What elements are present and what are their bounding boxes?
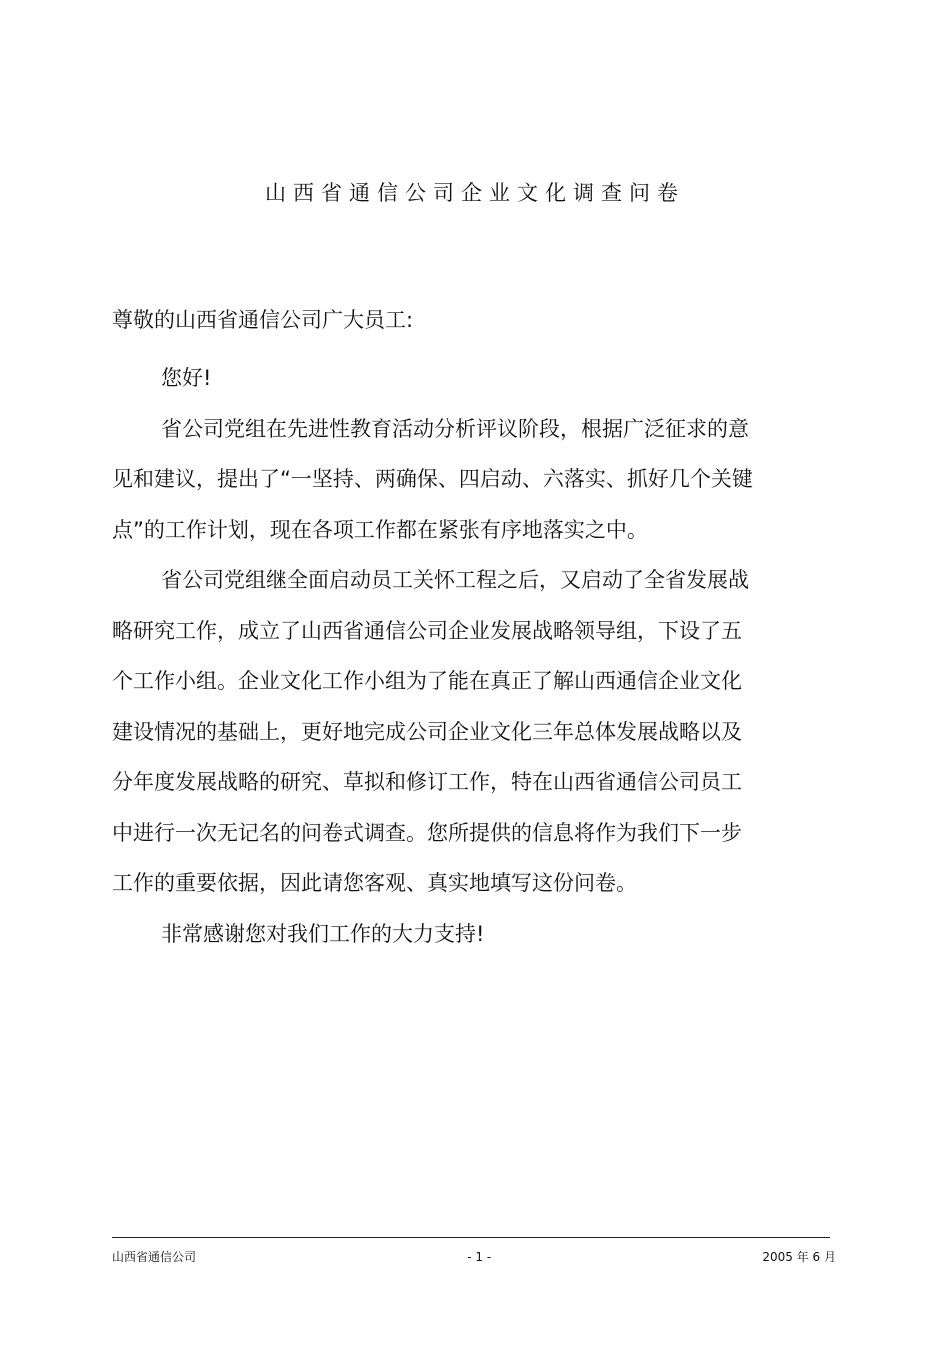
paragraph-2-line-3: 个工作小组。企业文化工作小组为了能在真正了解山西通信企业文化 [112,669,742,693]
paragraph-2-line-7: 工作的重要依据，因此请您客观、真实地填写这份问卷。 [112,871,637,895]
footer-page-number: - 1 - [467,1250,492,1264]
footer-divider [112,1237,830,1238]
footer-company: 山西省通信公司 [112,1250,197,1264]
paragraph-1-line-2: 见和建议，提出了“一坚持、两确保、四启动、六落实、抓好几个关键 [112,467,753,491]
document-body [112,353,817,959]
paragraph-2-line-5: 分年度发展战略的研究、草拟和修订工作，特在山西省通信公司员工 [112,770,742,794]
document-title: 山西省通信公司企业文化调查问卷 [265,181,685,205]
page-footer [112,1249,836,1265]
paragraph-3-line-1: 非常感谢您对我们工作的大力支持! [161,921,485,946]
paragraph-2-line-4: 建设情况的基础上，更好地完成公司企业文化三年总体发展战略以及 [112,719,742,744]
salutation: 尊敬的山西省通信公司广大员工: [112,308,414,332]
paragraph-2-line-1: 省公司党组继全面启动员工关怀工程之后，又启动了全省发展战 [161,568,749,592]
paragraph-2-line-6: 中进行一次无记名的问卷式调查。您所提供的信息将作为我们下一步 [112,820,742,845]
paragraph-2-line-2: 略研究工作，成立了山西省通信公司企业发展战略领导组，下设了五 [112,618,742,643]
footer-date: 2005 年 6 月 [762,1250,836,1264]
greeting: 您好! [161,366,212,390]
paragraph-1-line-1: 省公司党组在先进性教育活动分析评议阶段，根据广泛征求的意 [161,416,749,441]
paragraph-1-line-3: 点”的工作计划，现在各项工作都在紧张有序地落实之中。 [112,517,648,542]
